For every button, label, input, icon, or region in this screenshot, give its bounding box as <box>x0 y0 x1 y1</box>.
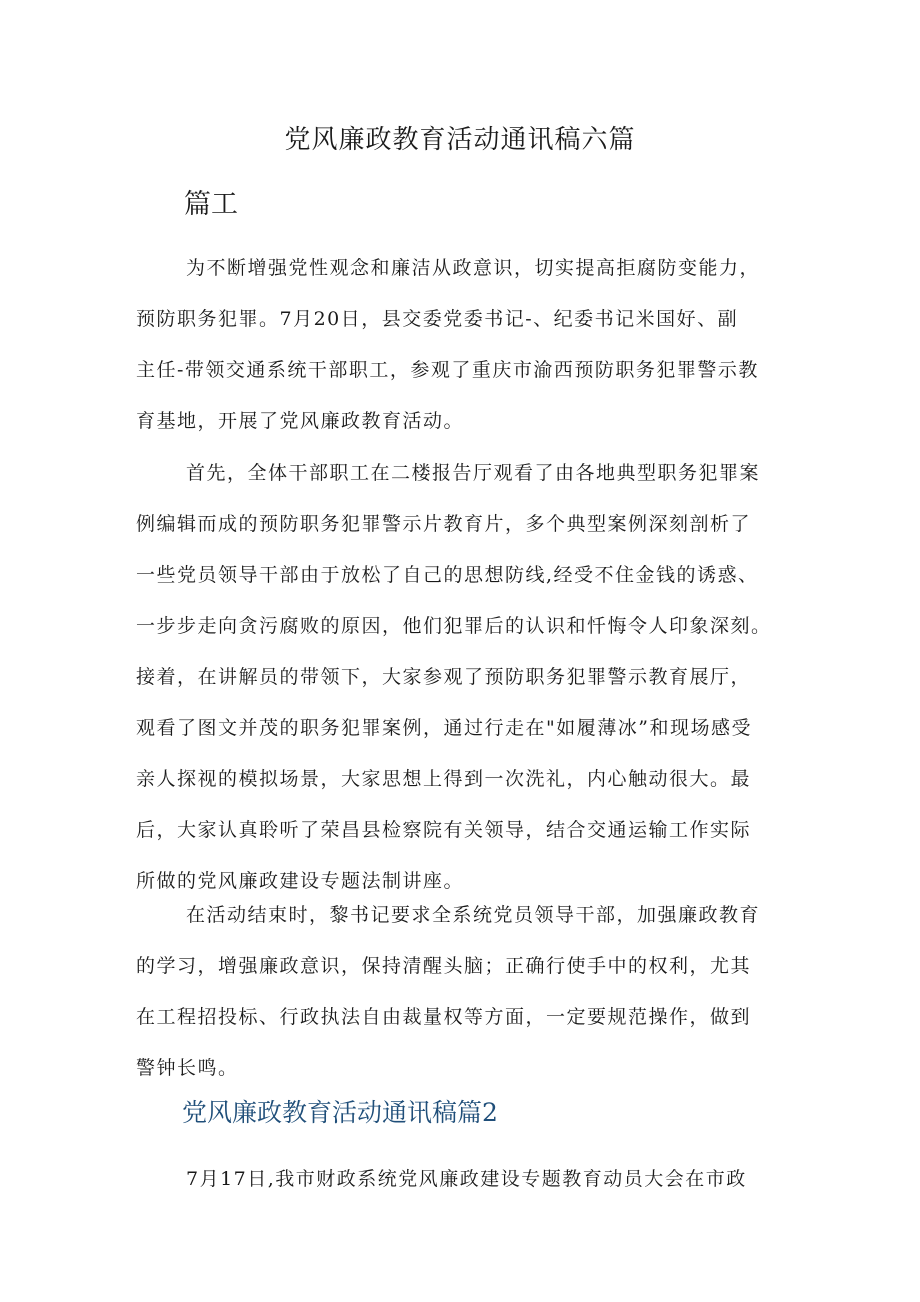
paragraph-line: 在活动结束时，黎书记要求全系统党员领导干部，加强廉政教育 <box>186 904 761 926</box>
paragraph-4 <box>136 1154 804 1205</box>
paragraph-line: 为不断增强党性观念和廉洁从政意识，切实提高拒腐防变能力， <box>186 257 761 279</box>
paragraph-line: 育基地，开展了党风廉政教育活动。 <box>136 410 465 432</box>
paragraph-line: 警钟长鸣。 <box>136 1057 239 1079</box>
paragraph-line: 首先，全体干部职工在二楼报告厅观看了由各地典型职务犯罪案 <box>186 462 761 484</box>
paragraph-line: 接着，在讲解员的带领下，大家参观了预防职务犯罪警示教育展厅， <box>136 666 752 688</box>
section-heading: 篇工 <box>184 189 238 220</box>
paragraph-line: 预防职务犯罪。7月20日，县交委党委书记-、纪委书记米国好、副 <box>136 308 739 330</box>
paragraph-line: 所做的党风廉政建设专题法制讲座。 <box>136 870 465 892</box>
paragraph-line: 主任-带领交通系统干部职工，参观了重庆市渝西预防职务犯罪警示教 <box>136 359 759 381</box>
paragraph-2 <box>136 448 804 907</box>
section-2-heading: 党风廉政教育活动通讯稿篇2 <box>182 1098 498 1127</box>
paragraph-line: 7月17日,我市财政系统党风廉政建设专题教育动员大会在市政 <box>186 1168 747 1190</box>
paragraph-1 <box>136 243 804 447</box>
paragraph-line: 观看了图文并茂的职务犯罪案例，通过行走在"如履薄冰”和现场感受 <box>136 717 752 739</box>
document-title: 党风廉政教育活动通讯稿六篇 <box>284 125 636 155</box>
paragraph-line: 例编辑而成的预防职务犯罪警示片教育片，多个典型案例深刻剖析了 <box>136 513 752 535</box>
paragraph-line: 一步步走向贪污腐败的原因，他们犯罪后的认识和忏悔令人印象深刻。 <box>136 615 772 637</box>
paragraph-line: 后，大家认真聆听了荣昌县检察院有关领导，结合交通运输工作实际 <box>136 819 752 841</box>
paragraph-line: 的学习，增强廉政意识，保持清醒头脑；正确行使手中的权利，尤其 <box>136 955 752 977</box>
paragraph-line: 一些党员领导干部由于放松了自己的思想防线,经受不住金钱的诱惑、 <box>136 564 759 586</box>
paragraph-line: 亲人探视的模拟场景，大家思想上得到一次洗礼，内心触动很大。最 <box>136 768 752 790</box>
paragraph-line: 在工程招投标、行政执法自由裁量权等方面，一定要规范操作，做到 <box>136 1006 752 1028</box>
paragraph-3 <box>136 890 804 1094</box>
